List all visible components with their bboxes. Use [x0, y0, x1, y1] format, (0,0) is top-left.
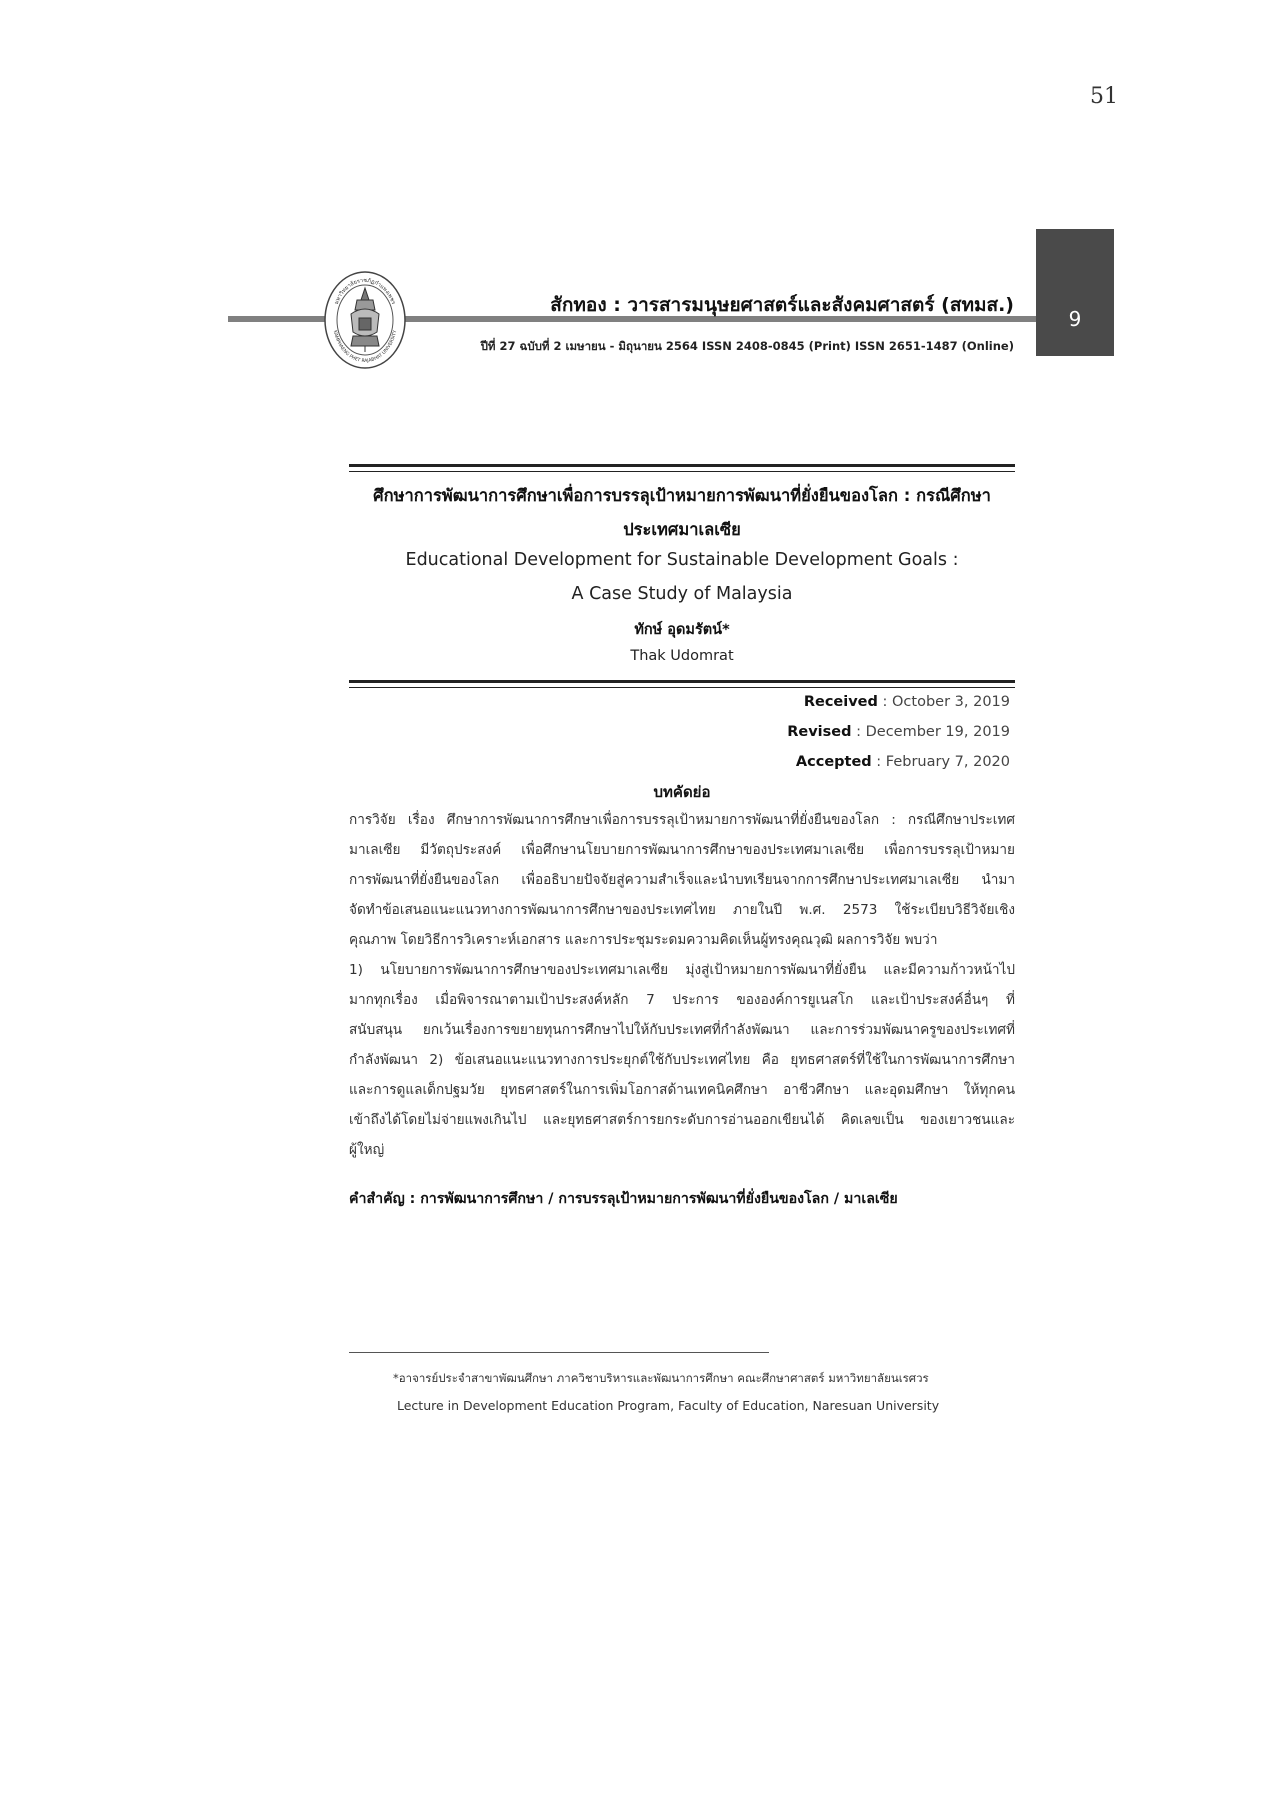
abstract-heading: บทคัดย่อ [653, 783, 711, 801]
received-value: : October 3, 2019 [882, 694, 1010, 710]
abstract-line: ผู้ใหญ่ [349, 1142, 385, 1158]
received-label: Received [803, 694, 878, 710]
abstract-line: จัดทำข้อเสนอแนะแนวทางการพัฒนาการศึกษาของประเทศไทย ภายในปี พ.ศ. 2573 ใช้ระเบียบวิธีวิจัยเชิง [349, 902, 1015, 918]
revised-value: : December 19, 2019 [856, 724, 1010, 740]
article-title-english-line-1: Educational Development for Sustainable Development Goals : [405, 550, 959, 570]
title-rule-top [349, 464, 1015, 472]
abstract-line: 1) นโยบายการพัฒนาการศึกษาของประเทศมาเลเซีย มุ่งสู่เป้าหมายการพัฒนาที่ยั่งยืน และมีความก้าวหน้าไป [349, 962, 1015, 978]
accepted-label: Accepted [795, 754, 872, 770]
abstract-line: คุณภาพ โดยวิธีการวิเคราะห์เอกสาร และการประชุมระดมความคิดเห็นผู้ทรงคุณวุฒิ ผลการวิจัย พบว่า [349, 932, 938, 948]
university-seal-logo [323, 270, 407, 370]
journal-issue-meta: ปีที่ 27 ฉบับที่ 2 เมษายน - มิถุนายน 2564 ISSN 2408-0845 (Print) ISSN 2651-1487 (Online) [480, 339, 1014, 353]
issue-tab [1036, 229, 1114, 356]
footnote-thai: *อาจารย์ประจำสาขาพัฒนศึกษา ภาควิชาบริหารและพัฒนาการศึกษา คณะศึกษาศาสตร์ มหาวิทยาลัยนเรศวร [393, 1371, 929, 1385]
abstract-line: และการดูแลเด็กปฐมวัย ยุทธศาสตร์ในการเพิ่มโอกาสด้านเทคนิคศึกษา อาชีวศึกษา และอุดมศึกษา ให้ทุกคน [349, 1082, 1015, 1098]
article-title-english-line-2: A Case Study of Malaysia [571, 584, 793, 604]
author-english: Thak Udomrat [630, 648, 734, 664]
title-rule-bottom [349, 680, 1015, 688]
abstract-line: การพัฒนาที่ยั่งยืนของโลก เพื่ออธิบายปัจจัยสู่ความสำเร็จและนำบทเรียนจากการศึกษาประเทศมาเลเซีย นำมา [349, 872, 1015, 888]
revised-date [700, 724, 1010, 740]
revised-label: Revised [787, 724, 852, 740]
received-date [700, 694, 1010, 710]
article-title-thai-line-1: ศึกษาการพัฒนาการศึกษาเพื่อการบรรลุเป้าหมายการพัฒนาที่ยั่งยืนของโลก : กรณีศึกษา [373, 486, 991, 505]
abstract-body [349, 805, 1015, 1165]
abstract-line: เข้าถึงได้โดยไม่จ่ายแพงเกินไป และยุทธศาสตร์การยกระดับการอ่านออกเขียนได้ คิดเลขเป็น ของเยาวชนและ [349, 1112, 1015, 1128]
abstract-line: มาเลเซีย มีวัตถุประสงค์ เพื่อศึกษานโยบายการพัฒนาการศึกษาของประเทศมาเลเซีย เพื่อการบรรลุเป้าหมาย [349, 842, 1015, 858]
journal-title: สักทอง : วารสารมนุษยศาสตร์และสังคมศาสตร์ (สทมส.) [550, 294, 1014, 316]
abstract-line: การวิจัย เรื่อง ศึกษาการพัฒนาการศึกษาเพื่อการบรรลุเป้าหมายการพัฒนาที่ยั่งยืนของโลก : กรณีศึกษาประเทศ [349, 812, 1015, 828]
accepted-date [700, 754, 1010, 770]
abstract-line: สนับสนุน ยกเว้นเรื่องการขยายทุนการศึกษาไปให้กับประเทศที่กำลังพัฒนา และการร่วมพัฒนาครูของประเทศที่ [349, 1022, 1015, 1038]
abstract-line: มากทุกเรื่อง เมื่อพิจารณาตามเป้าประสงค์หลัก 7 ประการ ขององค์การยูเนสโก และเป้าประสงค์อื่นๆ ที่ [349, 992, 1015, 1008]
footnote-english: Lecture in Development Education Program, Faculty of Education, Naresuan University [397, 1398, 940, 1413]
article-title-thai-line-2: ประเทศมาเลเซีย [623, 520, 741, 539]
accepted-value: : February 7, 2020 [876, 754, 1010, 770]
keywords: คำสำคัญ : การพัฒนาการศึกษา / การบรรลุเป้าหมายการพัฒนาที่ยั่งยืนของโลก / มาเลเซีย [349, 1191, 898, 1207]
page-number: 51 [1090, 84, 1118, 109]
author-thai: ทักษ์ อุดมรัตน์* [634, 622, 730, 638]
footnote-rule [349, 1352, 769, 1353]
abstract-line: กำลังพัฒนา 2) ข้อเสนอแนะแนวทางการประยุกต์ใช้กับประเทศไทย คือ ยุทธศาสตร์ที่ใช้ในการพัฒนาการศึกษา [349, 1052, 1015, 1068]
seal-text-top: มหาวิทยาลัยราชภัฏกำแพงเพชร [333, 277, 397, 306]
issue-number: 9 [1068, 307, 1082, 331]
seal-text-bottom: KAMPHAENG PHET RAJABHAT UNIVERSITY [331, 329, 399, 365]
